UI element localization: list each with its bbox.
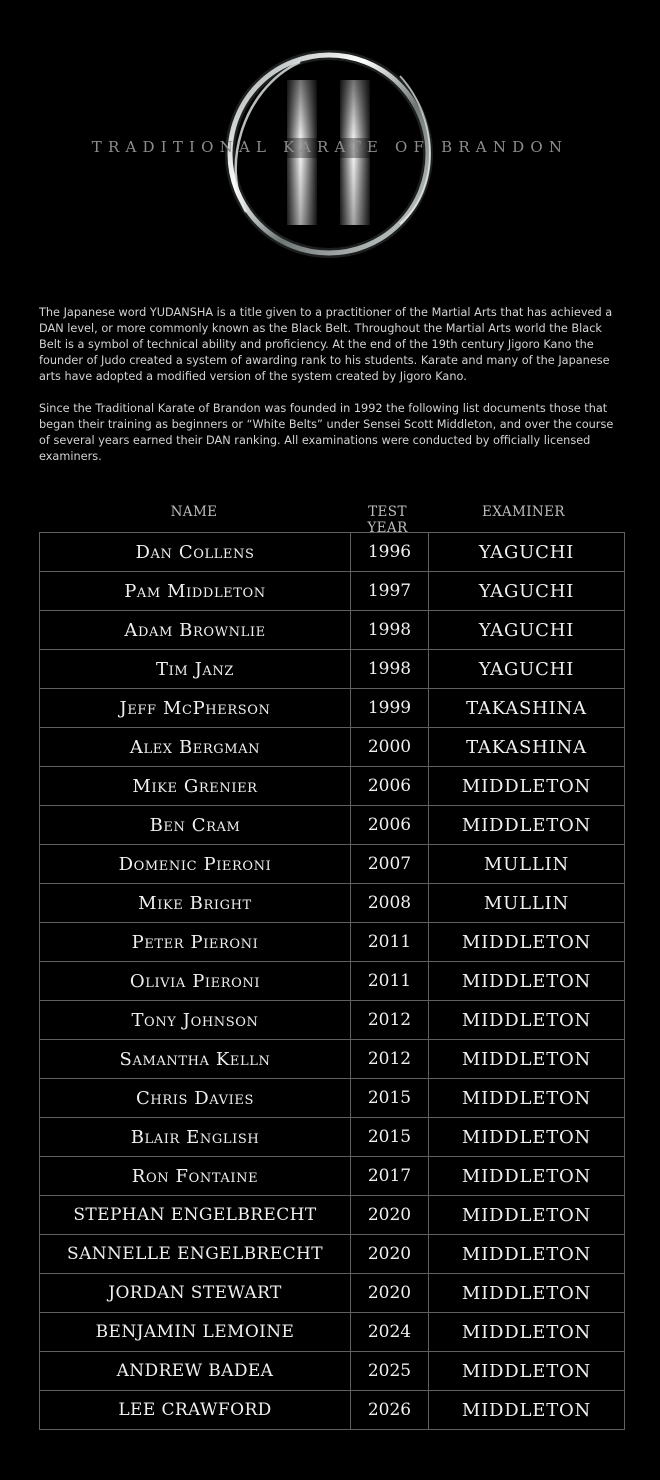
cell-name: BENJAMIN LEMOINE bbox=[40, 1313, 351, 1352]
cell-test-year: 2008 bbox=[351, 884, 429, 923]
cell-test-year: 2007 bbox=[351, 845, 429, 884]
table-row bbox=[40, 962, 625, 1001]
cell-name: Jeff McPherson bbox=[40, 689, 351, 728]
cell-test-year: 2020 bbox=[351, 1235, 429, 1274]
table-row bbox=[40, 767, 625, 806]
cell-test-year: 1998 bbox=[351, 650, 429, 689]
cell-test-year: 1998 bbox=[351, 611, 429, 650]
cell-name: Tim Janz bbox=[40, 650, 351, 689]
cell-examiner: MIDDLETON bbox=[429, 1001, 625, 1040]
cell-name: Chris Davies bbox=[40, 1079, 351, 1118]
table-row bbox=[40, 1274, 625, 1313]
table-row bbox=[40, 689, 625, 728]
cell-examiner: MIDDLETON bbox=[429, 1391, 625, 1430]
cell-examiner: TAKASHINA bbox=[429, 689, 625, 728]
cell-test-year: 2025 bbox=[351, 1352, 429, 1391]
table-row bbox=[40, 1079, 625, 1118]
intro-paragraph-1: The Japanese word YUDANSHA is a title given to a practitioner of the Martial Arts that has achieved a DAN level, or more commonly known as the Black Belt. Throughout the Martial Arts world the Black Belt is a symbol of technical ability and proficiency. At the end of the 19th century Jigoro Kano the founder of Judo created a system of awarding rank to his students. Karate and many of the Japanese arts have adopted a modified version of the system created by Jigoro Kano. bbox=[39, 306, 613, 383]
cell-examiner: MIDDLETON bbox=[429, 962, 625, 1001]
cell-name: ANDREW BADEA bbox=[40, 1352, 351, 1391]
cell-examiner: MULLIN bbox=[429, 845, 625, 884]
cell-name: Olivia Pieroni bbox=[40, 962, 351, 1001]
cell-examiner: MIDDLETON bbox=[429, 1196, 625, 1235]
cell-examiner: MIDDLETON bbox=[429, 806, 625, 845]
cell-examiner: MIDDLETON bbox=[429, 1079, 625, 1118]
header-test-year: TEST YEAR bbox=[367, 504, 408, 536]
cell-name: Tony Johnson bbox=[40, 1001, 351, 1040]
cell-name: LEE CRAWFORD bbox=[40, 1391, 351, 1430]
cell-test-year: 2020 bbox=[351, 1196, 429, 1235]
table-row bbox=[40, 1196, 625, 1235]
cell-test-year: 2020 bbox=[351, 1274, 429, 1313]
yudansha-table-body bbox=[40, 533, 625, 1430]
cell-name: JORDAN STEWART bbox=[40, 1274, 351, 1313]
cell-test-year: 2011 bbox=[351, 962, 429, 1001]
cell-examiner: MULLIN bbox=[429, 884, 625, 923]
table-row bbox=[40, 1391, 625, 1430]
cell-test-year: 2012 bbox=[351, 1040, 429, 1079]
cell-test-year: 2015 bbox=[351, 1118, 429, 1157]
cell-test-year: 2006 bbox=[351, 806, 429, 845]
cell-test-year: 1996 bbox=[351, 533, 429, 572]
table-row bbox=[40, 923, 625, 962]
cell-test-year: 2026 bbox=[351, 1391, 429, 1430]
table-row bbox=[40, 611, 625, 650]
table-row bbox=[40, 572, 625, 611]
table-row bbox=[40, 806, 625, 845]
cell-name: Ben Cram bbox=[40, 806, 351, 845]
intro-paragraph-2: Since the Traditional Karate of Brandon was founded in 1992 the following list documents those that began their training as beginners or “White Belts” under Sensei Scott Middleton, and over the course of several years earned their DAN ranking. All examinations were conducted by officially licensed examiners. bbox=[39, 402, 614, 463]
logo-text: TRADITIONAL KARATE OF BRANDON bbox=[91, 138, 569, 156]
cell-test-year: 2011 bbox=[351, 923, 429, 962]
header-examiner: EXAMINER bbox=[482, 504, 565, 520]
cell-name: Dan Collens bbox=[40, 533, 351, 572]
cell-examiner: MIDDLETON bbox=[429, 1352, 625, 1391]
cell-examiner: MIDDLETON bbox=[429, 1040, 625, 1079]
cell-examiner: MIDDLETON bbox=[429, 1118, 625, 1157]
header-name: NAME bbox=[170, 504, 218, 520]
cell-name: Mike Bright bbox=[40, 884, 351, 923]
cell-name: Pam Middleton bbox=[40, 572, 351, 611]
cell-examiner: YAGUCHI bbox=[429, 611, 625, 650]
table-row bbox=[40, 1118, 625, 1157]
cell-name: Adam Brownlie bbox=[40, 611, 351, 650]
cell-examiner: MIDDLETON bbox=[429, 1235, 625, 1274]
table-row bbox=[40, 1352, 625, 1391]
cell-name: Domenic Pieroni bbox=[40, 845, 351, 884]
cell-test-year: 1999 bbox=[351, 689, 429, 728]
cell-examiner: YAGUCHI bbox=[429, 572, 625, 611]
cell-examiner: MIDDLETON bbox=[429, 1157, 625, 1196]
cell-examiner: MIDDLETON bbox=[429, 1313, 625, 1352]
cell-examiner: MIDDLETON bbox=[429, 767, 625, 806]
table-headers bbox=[39, 504, 621, 536]
cell-name: STEPHAN ENGELBRECHT bbox=[40, 1196, 351, 1235]
cell-examiner: YAGUCHI bbox=[429, 650, 625, 689]
cell-test-year: 2012 bbox=[351, 1001, 429, 1040]
cell-examiner: TAKASHINA bbox=[429, 728, 625, 767]
table-row bbox=[40, 533, 625, 572]
cell-test-year: 1997 bbox=[351, 572, 429, 611]
cell-name: Blair English bbox=[40, 1118, 351, 1157]
cell-name: Samantha Kelln bbox=[40, 1040, 351, 1079]
cell-examiner: YAGUCHI bbox=[429, 533, 625, 572]
cell-name: Alex Bergman bbox=[40, 728, 351, 767]
cell-examiner: MIDDLETON bbox=[429, 1274, 625, 1313]
table-row bbox=[40, 1040, 625, 1079]
cell-test-year: 2015 bbox=[351, 1079, 429, 1118]
cell-name: Ron Fontaine bbox=[40, 1157, 351, 1196]
cell-name: SANNELLE ENGELBRECHT bbox=[40, 1235, 351, 1274]
cell-test-year: 2000 bbox=[351, 728, 429, 767]
table-row bbox=[40, 728, 625, 767]
cell-test-year: 2017 bbox=[351, 1157, 429, 1196]
cell-examiner: MIDDLETON bbox=[429, 923, 625, 962]
yudansha-table bbox=[39, 532, 625, 1430]
table-row bbox=[40, 1313, 625, 1352]
table-row bbox=[40, 1001, 625, 1040]
cell-test-year: 2024 bbox=[351, 1313, 429, 1352]
logo bbox=[0, 0, 660, 290]
table-row bbox=[40, 1235, 625, 1274]
table-row bbox=[40, 1157, 625, 1196]
cell-name: Mike Grenier bbox=[40, 767, 351, 806]
intro-text bbox=[39, 305, 624, 481]
cell-name: Peter Pieroni bbox=[40, 923, 351, 962]
table-row bbox=[40, 845, 625, 884]
table-row bbox=[40, 884, 625, 923]
table-row bbox=[40, 650, 625, 689]
cell-test-year: 2006 bbox=[351, 767, 429, 806]
